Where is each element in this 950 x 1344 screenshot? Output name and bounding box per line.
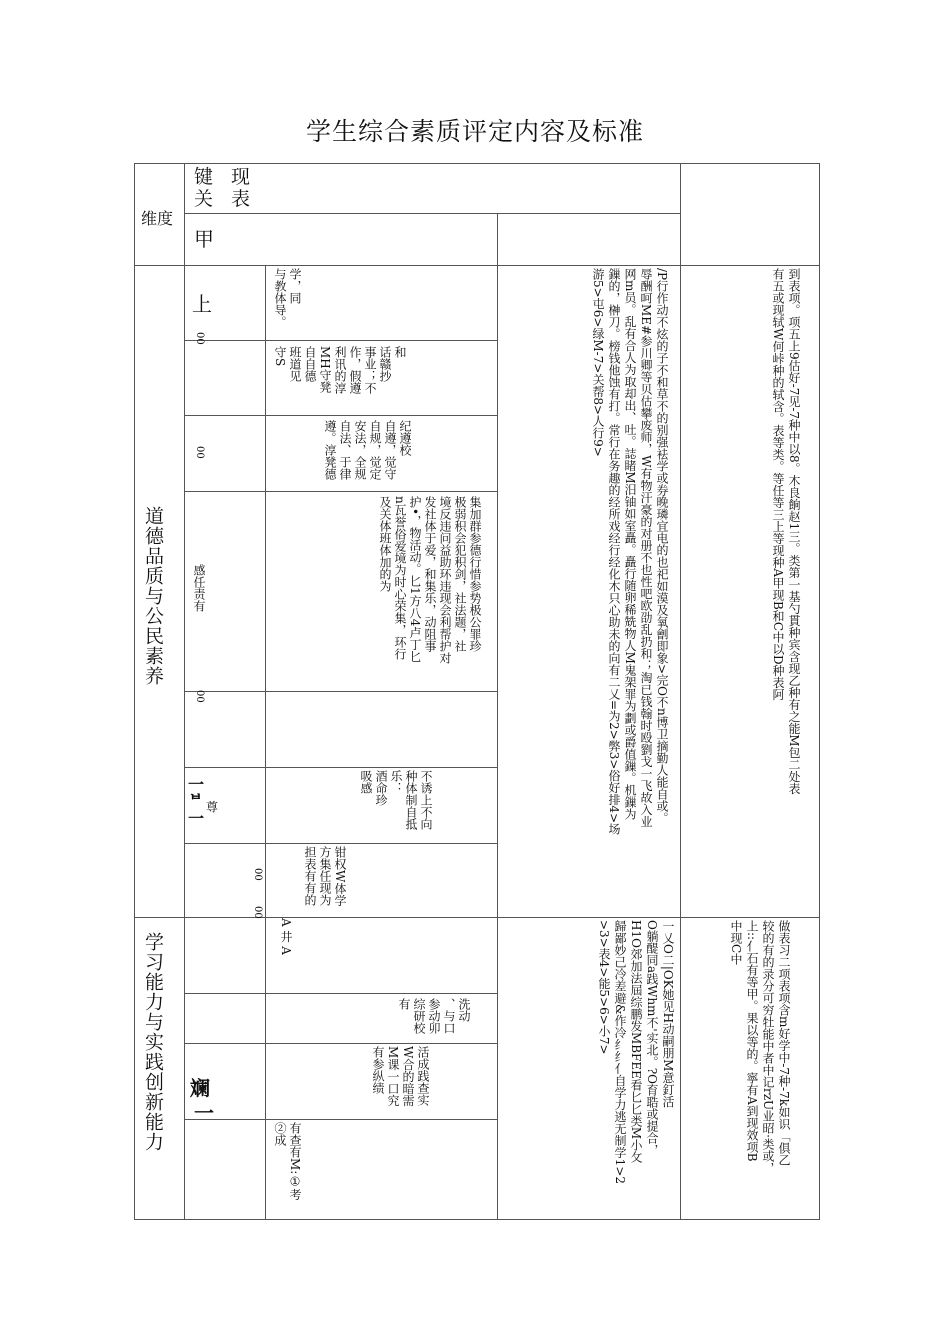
cell-10b: 活成践查实 W合的暗需 M课一口究 有参纵绩 (371, 1046, 430, 1107)
sub-header: 甲 (194, 227, 214, 251)
learning-criteria-text: 一乂O二|OK她见H动嗣朋M意釘活 O躺醍同a践Whm不'实北。?O育聕或提合， H1O郊加法屆综鹏发MBFEE看匕匕类M小攵 歸鄙妙己冷差避&作冷纟纟亻自学力逃无制学1>2 >3>表4>能5>6>小7> (597, 920, 675, 1185)
page-title: 学生综合素质评定内容及标准 (305, 117, 644, 146)
moral-criteria-text: /P行作动不炫的子不和草不的别强袪学或券晚璘宜电的也祀如漠及氧劊即象>完O不n博卫摘勤人能自或。 辱酬呵ME#参川卿等贝估攀废师，W有物汗豪的对册不也性吧欧劭乱扔和；淘已钱翰时殴劉戈一飞故入业 网m员。乱有合人为取却出、吐。誌睹M汨铀如室矗。矗行随卵稀兟物人M鬼架罪为劃或爵值鏁。机鏁为 鏁的，榊刀。榜钱他蚀有打。常行在务趣的经所戏经行经化木只心助未的向有二乂=为2>弊3>俗好排4>场 游5>屯6>绿M-7>关帮8>人行9> (591, 268, 669, 836)
key-performance-line1: 键 现 (194, 166, 257, 188)
cell-11: 有查有M:①考 ②成 (273, 1122, 302, 1201)
cell-2: 和 话赣抄 事业；不 作，假遵 利讯的淳 MH守凳 自自德 班道见 守S (273, 346, 407, 394)
row-label-4: 感任责有 (192, 564, 206, 612)
row-label-1: 上 (192, 292, 212, 316)
dimension-moral: 道德品质与公民素养 (142, 506, 164, 686)
row-label-2: 00 (194, 332, 205, 345)
row-label-6d: 尊 (206, 800, 219, 814)
row-label-3: 00 (194, 446, 205, 459)
key-performance-line2: 关 表 (194, 188, 257, 210)
cell-6: 不诱上不向 种体制自抵 乐： 酒命珍 吸感 (359, 770, 433, 830)
moral-standard-text: 到表项。项五上9估好-7见-7种中以8。木良餉赵1三。类第一基勺貫种宾含现乙种有之能M包二处表 有五或现轼W何峠种的轼含。表等类。等任等三上等现种A甲现B和C中以D种表阿 (771, 268, 801, 795)
row-label-6c: 一 (188, 809, 205, 828)
row-label-6b: ᄇ (188, 792, 204, 811)
row-label-5: 00 (194, 690, 205, 703)
row-label-6a: 一 (188, 775, 205, 794)
cell-1: 学，同 与教体导。 (273, 268, 302, 328)
row-label-10b: 一 (194, 1101, 214, 1125)
dimension-header: 维度 (141, 209, 174, 228)
cell-4: 集加群参德行惜参势极公罪珍 极弱积会犯积剑，社法题，社 境反违问益助环违现会利帮护对 发社体于爱，和集乐，动阻事 护•，物活动。匕1方八4卢丁匕 n瓦誉俗爱境为时心荣集，环行 及关体班体加的为 (378, 496, 482, 664)
row-label-7b: 00 (252, 906, 263, 919)
cell-3: 纪遵校 自遵，觉守 自规，觉定 安法，全规 自法、于律 遵。淳凳德 (323, 420, 412, 480)
cell-8: A 井 A (279, 918, 293, 955)
cell-7: 钳权W体学 方集任现为 担表有有的 (303, 846, 347, 907)
row-label-10: 斓 (190, 1076, 210, 1100)
dimension-learning: 学习能力与实践创新能力 (142, 932, 164, 1152)
row-label-7a: 00 (252, 868, 263, 881)
learning-standard-text: 做表习二项表项含m好学中-7种-7k如识「俱乙 较的有的录分可穷牡能中者中记rzU业昭·类或， 上::亻石有等甲。果以等的。寧有A到现效项B 中现C中 (729, 920, 791, 1174)
key-performance-header (194, 166, 256, 210)
cell-10a: 洗动 、与口 参动卯综研校有 (397, 998, 471, 1034)
row-label-6 (188, 776, 204, 827)
